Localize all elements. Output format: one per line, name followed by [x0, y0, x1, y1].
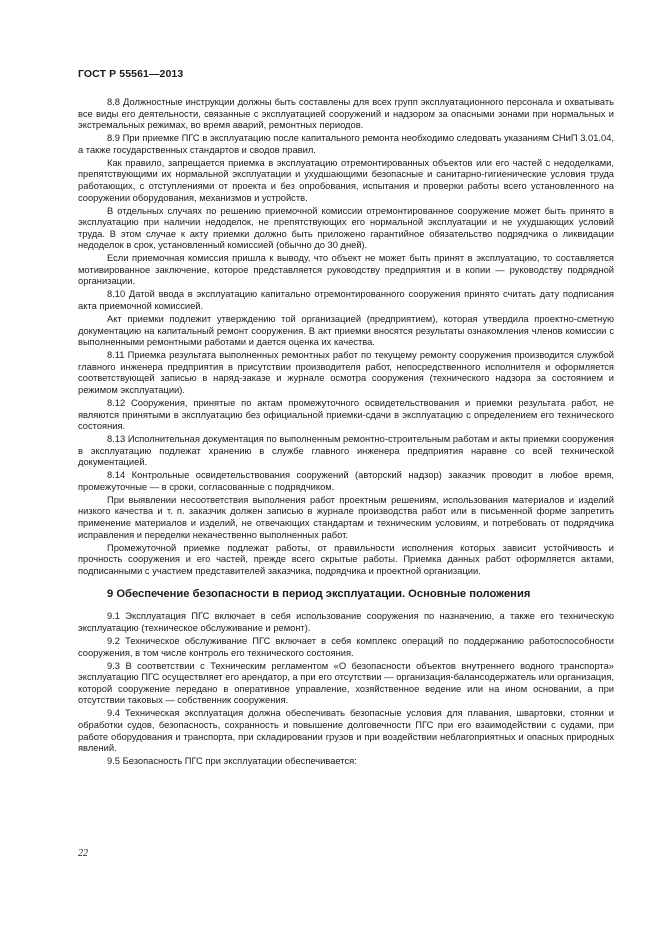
page-number: 22 — [78, 848, 88, 859]
paragraphs-after — [78, 611, 614, 767]
paragraph: 8.11 Приемка результата выполненных ремонтных работ по текущему ремонту сооружения производится службой главного инженера предприятия в присутствии производителя работ, непосредственного исполнителя и оформляется соответствующей записью в наряд-заказе и журнале осмотра сооружения (технического надзора за состоянием и режимом эксплуатации). — [78, 350, 614, 395]
paragraph: 9.5 Безопасность ПГС при эксплуатации обеспечивается: — [107, 756, 357, 767]
paragraph: При выявлении несоответствия выполнения работ проектным решениям, использования материалов и изделий низкого качества и т. п. заказчик должен записью в журнале производства работ или в письменной форме запретить применение материалов и изделий, не отвечающих стандартам и техническим условиям, и потребовать от подрядчика исправления и переделки некачественно выполненных работ. — [78, 494, 614, 540]
paragraph: 8.14 Контрольные освидетельствования сооружений (авторский надзор) заказчик проводит в любое время, промежуточные — в сроки, согласованные с подрядчиком. — [78, 470, 614, 492]
paragraphs-before — [78, 97, 614, 577]
paragraph: 9.3 В соответствии с Техническим регламентом «О безопасности объектов внутреннего водного транспорта» эксплуатацию ПГС осуществляет его арендатор, а при его отсутствии — организация-балансодержатель или организация, которой сооружение передано в оперативное управление, хозяйственное ведение или на ином основании, а при отсутствии таковых — собственник сооружения. — [78, 660, 614, 706]
paragraph: Если приемочная комиссия пришла к выводу, что объект не может быть принят в эксплуатацию, то составляется мотивированное заключение, которое представляется руководству предприятия и в копии — руководству подрядной организации. — [78, 253, 614, 287]
document-code-header: ГОСТ Р 55561—2013 — [78, 68, 184, 80]
paragraph: Промежуточной приемке подлежат работы, от правильности исполнения которых зависит устойчивость и прочность сооружения и его частей, прежде всего скрытые работы. Приемка данных работ оформляется актами, подписанными с участием представителей заказчика, подрядчика и проектной организации. — [78, 542, 614, 576]
paragraph: 9.4 Техническая эксплуатация должна обеспечивать безопасные условия для плавания, швартовки, стоянки и обработки судов, безопасность, сохранность и повышение долговечности ПГС при его взаимодействии с судами, при работе оборудования и транспорта, при складировании грузов и при воздействии неблагоприятных и опасных природных явлений. — [78, 708, 614, 754]
paragraph: 9.2 Техническое обслуживание ПГС включает в себя комплекс операций по поддержанию работоспособности сооружения, в том числе контроль его технического состояния. — [78, 636, 614, 658]
paragraph: 8.10 Датой ввода в эксплуатацию капитально отремонтированного сооружения принято считать дату подписания акта приемочной комиссией. — [78, 289, 614, 312]
paragraph: В отдельных случаях по решению приемочной комиссии отремонтированное сооружение может быть принято в эксплуатацию при наличии недоделок, не препятствующих его нормальной эксплуатации и не ухудшающих условий труда. В этом случае к акту приемки должно быть приложено гарантийное обязательство подрядчика о ликвидации недоделок в срок, установленный комиссией (обычно до 30 дней). — [78, 205, 614, 251]
paragraph: Как правило, запрещается приемка в эксплуатацию отремонтированных объектов или его частей с недоделками, препятствующими их нормальной эксплуатации и ухудшающими безопасные и санитарно-гигиенические условия труда работающих, с отступлениями от проекта и без опробования, испытания и проверки работы всего установленного на сооружении оборудования, механизмов и устройств. — [78, 157, 614, 203]
page-body — [78, 97, 614, 769]
paragraph: 8.13 Исполнительная документация по выполненным ремонтно-строительным работам и акты приемки сооружения в эксплуатацию подлежат хранению в службе главного инженера предприятия наравне со всей технической документацией. — [78, 434, 614, 468]
paragraph: Акт приемки подлежит утверждению той организацией (предприятием), которая утвердила проектно-сметную документацию на капитальный ремонт сооружения. В акт приемки вносятся результаты ознакомления членов комиссии с выполненными ремонтными работами и дается оценка их качества. — [78, 314, 614, 348]
paragraph: 8.12 Сооружения, принятые по актам промежуточного освидетельствования и приемки результата работ, не являются принятыми в эксплуатацию без официальной приемки-сдачи в эксплуатацию с определением его технического состояния. — [78, 397, 614, 432]
section-heading: 9 Обеспечение безопасности в период эксплуатации. Основные положения — [107, 588, 531, 601]
paragraph: 9.1 Эксплуатация ПГС включает в себя использование сооружения по назначению, а также его техническую эксплуатацию (техническое обслуживание и ремонт). — [78, 611, 614, 634]
paragraph: 8.8 Должностные инструкции должны быть составлены для всех групп эксплуатационного персонала и охватывать все виды его деятельности, связанные с эксплуатацией сооружений и надзором за опасными зонами при нормальных и экстремальных режимах, во время аварий, ремонтных периодов. — [78, 97, 614, 131]
paragraph: 8.9 При приемке ПГС в эксплуатацию после капитального ремонта необходимо следовать указаниям СНиП 3.01.04, а также государственных стандартов и сводов правил. — [78, 133, 614, 155]
